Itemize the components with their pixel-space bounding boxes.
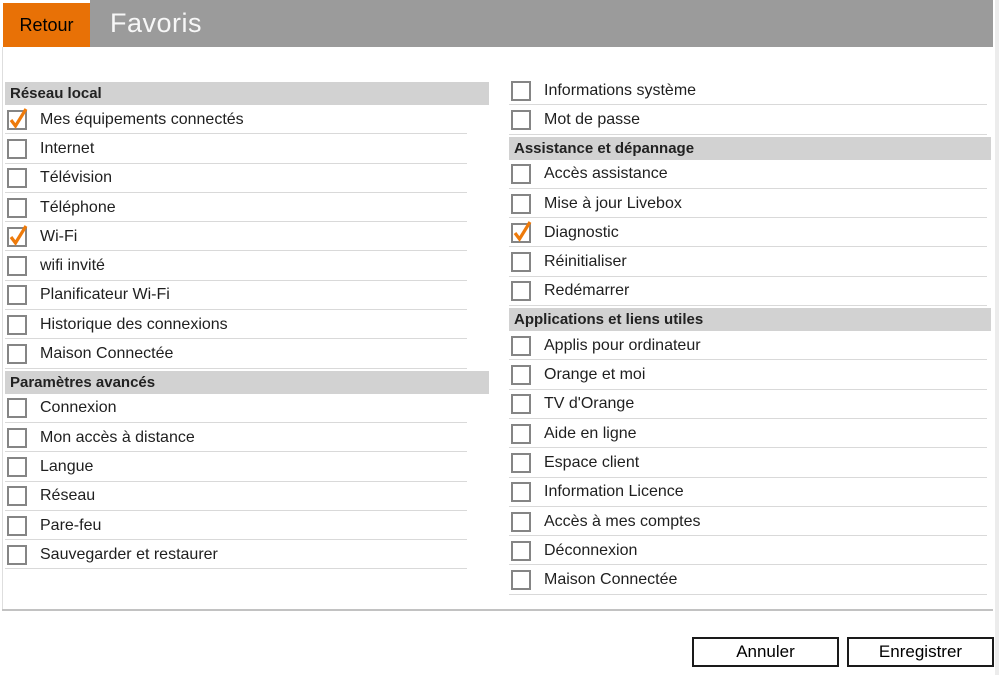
favorites-column-left — [5, 80, 489, 569]
favorite-item-row[interactable] — [509, 331, 991, 360]
checkbox-icon[interactable] — [7, 198, 27, 218]
favorite-item-row[interactable] — [5, 164, 489, 193]
item-label: Mon accès à distance — [40, 428, 195, 446]
checkbox-icon[interactable] — [7, 457, 27, 477]
favorite-item-row[interactable] — [5, 423, 489, 452]
favorite-item-row[interactable] — [509, 419, 991, 448]
favorite-item-row[interactable] — [509, 507, 991, 536]
item-label: Sauvegarder et restaurer — [40, 545, 218, 563]
item-label: Accès à mes comptes — [544, 512, 701, 530]
scrollbar[interactable] — [995, 0, 999, 675]
item-label: Maison Connectée — [40, 345, 174, 363]
checkbox-checked-icon[interactable] — [7, 110, 27, 130]
checkbox-icon[interactable] — [511, 81, 531, 101]
panel-left-border — [2, 47, 3, 610]
back-button[interactable]: Retour — [3, 3, 90, 47]
checkbox-icon[interactable] — [7, 428, 27, 448]
favorite-item-row[interactable] — [5, 281, 489, 310]
item-label: Internet — [40, 139, 95, 157]
checkbox-icon[interactable] — [511, 541, 531, 561]
item-label: TV d'Orange — [544, 395, 635, 413]
favorite-item-row[interactable] — [5, 134, 489, 163]
favorites-column-right — [509, 76, 991, 595]
item-label: Aide en ligne — [544, 424, 637, 442]
item-label: Applis pour ordinateur — [544, 336, 701, 354]
checkbox-icon[interactable] — [7, 168, 27, 188]
favorite-item-row[interactable] — [509, 360, 991, 389]
favorite-item-row[interactable] — [509, 76, 991, 105]
footer-divider — [2, 609, 993, 611]
checkbox-icon[interactable] — [511, 194, 531, 214]
checkbox-icon[interactable] — [511, 281, 531, 301]
item-label: Historique des connexions — [40, 315, 228, 333]
checkbox-icon[interactable] — [7, 139, 27, 159]
section-header: Applications et liens utiles — [509, 308, 991, 331]
favorite-item-row[interactable] — [509, 478, 991, 507]
item-label: Espace client — [544, 453, 640, 471]
favorite-item-row[interactable] — [5, 511, 489, 540]
favorite-item-row[interactable] — [5, 105, 489, 134]
favorite-item-row[interactable] — [509, 390, 991, 419]
favorite-item-row[interactable] — [509, 218, 991, 247]
favorite-item-row[interactable] — [5, 310, 489, 339]
checkbox-icon[interactable] — [511, 482, 531, 502]
favorite-item-row[interactable] — [509, 189, 991, 218]
item-label: Accès assistance — [544, 165, 668, 183]
favorite-item-row[interactable] — [5, 222, 489, 251]
page-title: Favoris — [110, 8, 203, 38]
favorite-item-row[interactable] — [509, 247, 991, 276]
checkbox-icon[interactable] — [7, 398, 27, 418]
item-label: Télévision — [40, 169, 113, 187]
favorite-item-row[interactable] — [5, 339, 489, 368]
checkbox-checked-icon[interactable] — [7, 227, 27, 247]
favorite-item-row[interactable] — [509, 160, 991, 189]
checkbox-icon[interactable] — [7, 344, 27, 364]
checkbox-icon[interactable] — [511, 570, 531, 590]
item-label: wifi invité — [40, 257, 105, 275]
item-label: Réseau — [40, 487, 96, 505]
item-label: Téléphone — [40, 198, 116, 216]
checkbox-icon[interactable] — [7, 545, 27, 565]
item-label: Orange et moi — [544, 366, 646, 384]
item-label: Information Licence — [544, 483, 684, 501]
item-label: Langue — [40, 457, 94, 475]
checkbox-icon[interactable] — [511, 164, 531, 184]
item-label: Wi-Fi — [40, 227, 78, 245]
checkbox-icon[interactable] — [7, 285, 27, 305]
section-header: Assistance et dépannage — [509, 137, 991, 160]
favorite-item-row[interactable] — [5, 193, 489, 222]
checkbox-checked-icon[interactable] — [511, 223, 531, 243]
checkbox-icon[interactable] — [511, 365, 531, 385]
checkbox-icon[interactable] — [7, 315, 27, 335]
checkbox-icon[interactable] — [511, 110, 531, 130]
section-header: Paramètres avancés — [5, 371, 489, 394]
item-label: Redémarrer — [544, 282, 630, 300]
section-header: Réseau local — [5, 82, 489, 105]
checkbox-icon[interactable] — [7, 256, 27, 276]
checkbox-icon[interactable] — [511, 512, 531, 532]
save-button[interactable]: Enregistrer — [847, 637, 994, 667]
favorite-item-row[interactable] — [509, 448, 991, 477]
item-label: Pare-feu — [40, 516, 102, 534]
favorite-item-row[interactable] — [509, 105, 991, 134]
item-label: Diagnostic — [544, 223, 619, 241]
checkbox-icon[interactable] — [511, 394, 531, 414]
favorite-item-row[interactable] — [509, 565, 991, 594]
item-label: Informations système — [544, 81, 697, 99]
item-label: Mot de passe — [544, 110, 641, 128]
favorite-item-row[interactable] — [5, 452, 489, 481]
favorite-item-row[interactable] — [509, 277, 991, 306]
item-label: Maison Connectée — [544, 571, 678, 589]
favorite-item-row[interactable] — [5, 540, 489, 569]
checkbox-icon[interactable] — [7, 516, 27, 536]
favorite-item-row[interactable] — [5, 394, 489, 423]
item-label: Planificateur Wi-Fi — [40, 286, 170, 304]
checkbox-icon[interactable] — [511, 453, 531, 473]
top-title-bar — [90, 0, 993, 47]
favorite-item-row[interactable] — [5, 251, 489, 280]
checkbox-icon[interactable] — [511, 424, 531, 444]
item-label: Mes équipements connectés — [40, 110, 244, 128]
checkbox-icon[interactable] — [511, 252, 531, 272]
checkbox-icon[interactable] — [7, 486, 27, 506]
item-label: Mise à jour Livebox — [544, 194, 682, 212]
favorite-item-row[interactable] — [5, 482, 489, 511]
favorite-item-row[interactable] — [509, 536, 991, 565]
cancel-button[interactable]: Annuler — [692, 637, 839, 667]
item-label: Réinitialiser — [544, 253, 627, 271]
checkbox-icon[interactable] — [511, 336, 531, 356]
item-label: Déconnexion — [544, 541, 638, 559]
item-label: Connexion — [40, 399, 117, 417]
